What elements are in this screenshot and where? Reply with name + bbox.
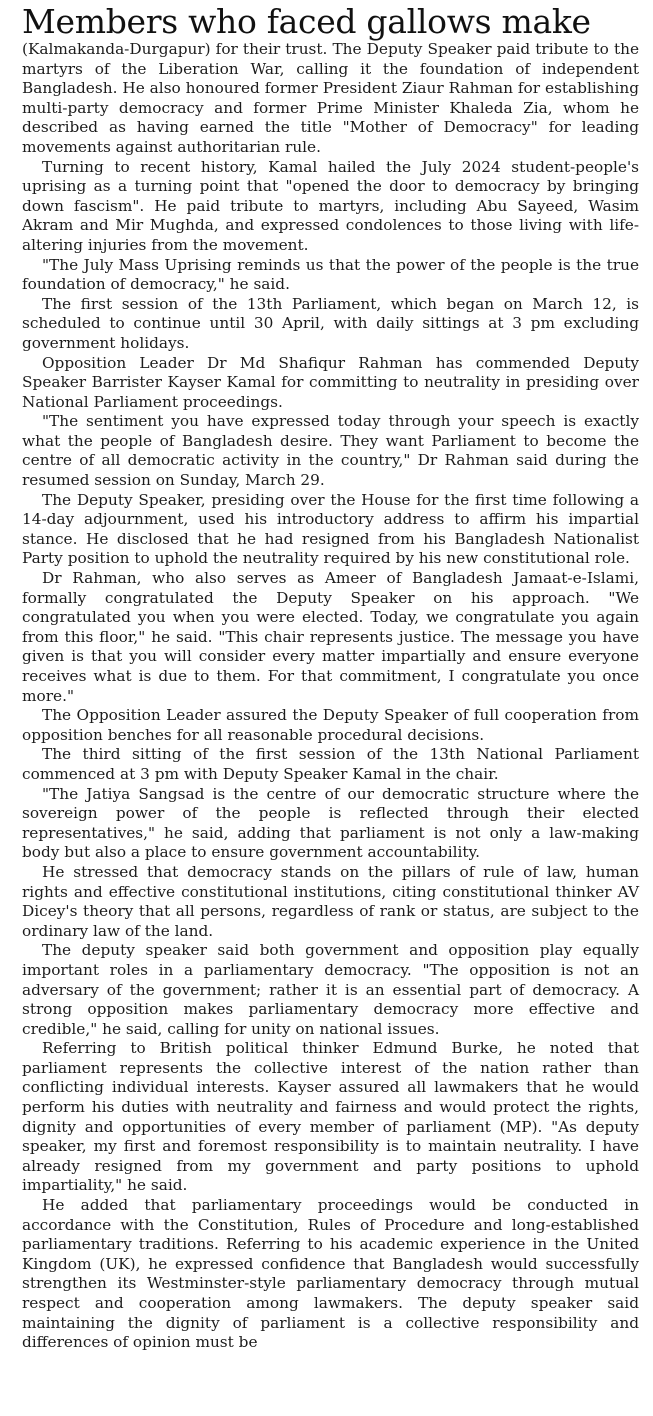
article-headline: Members who faced gallows make (22, 2, 591, 41)
article-paragraph: Opposition Leader Dr Md Shafiqur Rahman has commended Deputy Speaker Barrister Kayser Kamal for committing to neutrality in presiding over National Parliament proceedings. (22, 353, 639, 411)
article-paragraph: "The July Mass Uprising reminds us that the power of the people is the true foundation of democracy," he said. (22, 255, 639, 294)
article-paragraph: The Opposition Leader assured the Deputy Speaker of full cooperation from opposition benches for all reasonable procedural decisions. (22, 706, 639, 744)
article-paragraph: The first session of the 13th Parliament, which began on March 12, is scheduled to continue until 30 April, with daily sittings at 3 pm excluding government holidays. (22, 294, 639, 352)
article-paragraph: The deputy speaker said both government and opposition play equally important roles in a parliamentary democracy. "The opposition is not an adversary of the government; rather it is an essential part of democracy. A strong opposition makes parliamentary democracy more effective and credible," he said, calling for unity on national issues. (22, 941, 639, 1038)
article-paragraph: Dr Rahman, who also serves as Ameer of Bangladesh Jamaat-e-Islami, formally congratulated the Deputy Speaker on his approach. "We congratulated you when you were elected. Today, we congratulate you again from this floor," he said. "This chair represents justice. The message you have given is that you will consider every matter impartially and ensure everyone receives what is due to them. For that commitment, I congratulate you once more." (22, 569, 639, 705)
article-paragraph: (Kalmakanda-Durgapur) for their trust. The Deputy Speaker paid tribute to the martyrs of the Liberation War, calling it the foundation of independent Bangladesh. He also honoured former President Ziaur Rahman for establishing multi-party democracy and former Prime Minister Khaleda Zia, whom he described as having earned the title "Mother of Democracy" for leading movements against authoritarian rule. (22, 40, 639, 156)
article-paragraph: The Deputy Speaker, presiding over the House for the first time following a 14-day adjournment, used his introductory address to affirm his impartial stance. He disclosed that he had resigned from his Bangladesh Nationalist Party position to uphold the neutrality required by his new constitutional role. (22, 490, 639, 568)
article-body (22, 40, 639, 1353)
article-paragraph: "The Jatiya Sangsad is the centre of our democratic structure where the sovereign power of the people is reflected through their elected representatives," he said, adding that parliament is not only a law-making body but also a place to ensure government accountability. (22, 784, 639, 862)
article-paragraph: "The sentiment you have expressed today through your speech is exactly what the people of Bangladesh desire. They want Parliament to become the centre of all democratic activity in the country," Dr Rahman said during the resumed session on Sunday, March 29. (22, 412, 639, 490)
article-paragraph: The third sitting of the first session of the 13th National Parliament commenced at 3 pm with Deputy Speaker Kamal in the chair. (22, 745, 639, 783)
article-paragraph: He added that parliamentary proceedings would be conducted in accordance with the Constitution, Rules of Procedure and long-established parliamentary traditions. Referring to his academic experience in the United Kingdom (UK), he expressed confidence that Bangladesh would successfully strengthen its Westminster-style parliamentary democracy through mutual respect and cooperation among lawmakers. The deputy speaker said maintaining the dignity of parliament is a collective responsibility and differences of opinion must be (22, 1196, 639, 1352)
article-paragraph: Referring to British political thinker Edmund Burke, he noted that parliament represents the collective interest of the nation rather than conflicting individual interests. Kayser assured all lawmakers that he would perform his duties with neutrality and fairness and would protect the rights, dignity and opportunities of every member of parliament (MP). "As deputy speaker, my first and foremost responsibility is to maintain neutrality. I have already resigned from my government and party positions to uphold impartiality," he said. (22, 1039, 639, 1195)
article-paragraph: He stressed that democracy stands on the pillars of rule of law, human rights and effective constitutional institutions, citing constitutional thinker AV Dicey's theory that all persons, regardless of rank or status, are subject to the ordinary law of the land. (22, 862, 639, 940)
article-paragraph: Turning to recent history, Kamal hailed the July 2024 student-people's uprising as a turning point that "opened the door to democracy by bringing down fascism". He paid tribute to martyrs, including Abu Sayeed, Wasim Akram and Mir Mughda, and expressed condolences to those living with life-altering injuries from the movement. (22, 157, 639, 254)
